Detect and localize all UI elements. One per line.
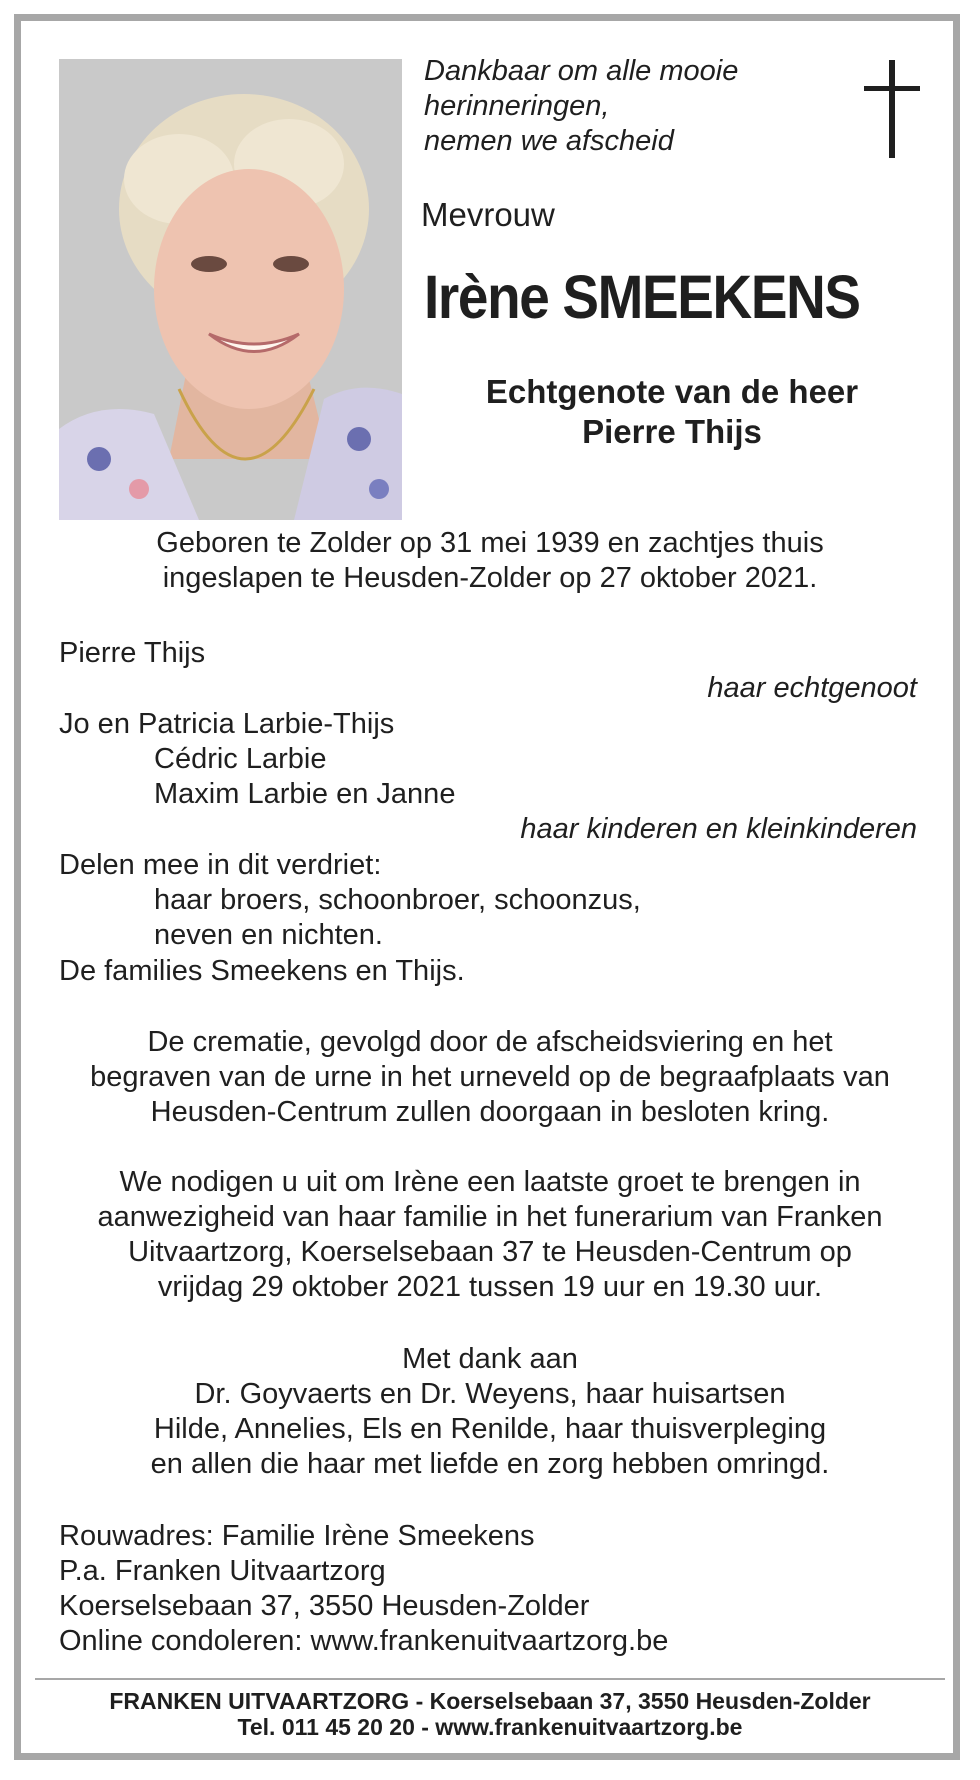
invitation-line: aanwezigheid van haar familie in het funerarium van Franken	[97, 1201, 883, 1233]
address-line: Online condoleren: www.frankenuitvaartzorg.be	[59, 1625, 669, 1657]
footer-divider	[35, 1678, 945, 1680]
thanks-line: en allen die haar met liefde en zorg hebben omringd.	[150, 1448, 830, 1480]
thanks-text	[40, 1342, 940, 1482]
invitation-line: We nodigen u uit om Irène een laatste groet te brengen in	[119, 1166, 861, 1198]
invitation-line: Uitvaartzorg, Koerselsebaan 37 te Heusden-Centrum op	[128, 1236, 852, 1268]
portrait-photo	[59, 59, 402, 520]
family-grandchild: Cédric Larbie	[154, 742, 327, 775]
share-line: haar broers, schoonbroer, schoonzus,	[154, 884, 641, 917]
funeral-home-footer	[40, 1688, 940, 1740]
spouse-relation: haar echtgenoot	[707, 672, 917, 705]
salutation: Mevrouw	[421, 196, 555, 233]
quote-line: herinneringen,	[424, 90, 610, 122]
family-child: Jo en Patricia Larbie-Thijs	[59, 707, 395, 740]
share-line: neven en nichten.	[154, 919, 383, 952]
invitation-line: vrijdag 29 oktober 2021 tussen 19 uur en 19.30 uur.	[157, 1271, 823, 1303]
family-list	[59, 636, 917, 989]
family-grandchild: Maxim Larbie en Janne	[154, 778, 456, 811]
thanks-line: Met dank aan	[402, 1343, 578, 1375]
ceremony-line: begraven van de urne in het urneveld op de begraafplaats van	[90, 1061, 890, 1093]
quote-line: nemen we afscheid	[424, 125, 674, 157]
children-relation: haar kinderen en kleinkinderen	[520, 813, 917, 846]
mourning-address	[59, 1519, 668, 1659]
address-line: Rouwadres: Familie Irène Smeekens	[59, 1520, 535, 1552]
spouse-line: Echtgenote van de heer	[485, 373, 859, 410]
birth-line: ingeslapen te Heusden-Zolder op 27 oktober 2021.	[162, 562, 818, 594]
spouse-line: Pierre Thijs	[582, 413, 762, 450]
footer-line: FRANKEN UITVAARTZORG - Koerselsebaan 37, 3550 Heusden-Zolder	[109, 1688, 871, 1714]
families-line: De families Smeekens en Thijs.	[59, 954, 465, 987]
quote-line: Dankbaar om alle mooie	[424, 55, 739, 87]
address-line: P.a. Franken Uitvaartzorg	[59, 1555, 386, 1587]
spouse-heading	[424, 372, 920, 452]
family-spouse: Pierre Thijs	[59, 637, 206, 669]
thanks-line: Hilde, Annelies, Els en Renilde, haar thuisverpleging	[153, 1413, 827, 1445]
opening-quote	[424, 54, 824, 159]
share-intro: Delen mee in dit verdriet:	[59, 848, 382, 881]
thanks-line: Dr. Goyvaerts en Dr. Weyens, haar huisartsen	[194, 1378, 786, 1410]
ceremony-line: De crematie, gevolgd door de afscheidsviering en het	[147, 1026, 833, 1058]
ceremony-line: Heusden-Centrum zullen doorgaan in besloten kring.	[150, 1096, 830, 1128]
footer-line: Tel. 011 45 20 20 - www.frankenuitvaartzorg.be	[237, 1714, 743, 1740]
birth-death-text	[40, 526, 940, 596]
address-line: Koerselsebaan 37, 3550 Heusden-Zolder	[59, 1590, 590, 1622]
deceased-name: Irène SMEEKENS	[424, 263, 860, 331]
cross-icon	[864, 60, 920, 158]
invitation-text	[40, 1165, 940, 1305]
birth-line: Geboren te Zolder op 31 mei 1939 en zachtjes thuis	[156, 527, 824, 559]
ceremony-text	[40, 1025, 940, 1130]
